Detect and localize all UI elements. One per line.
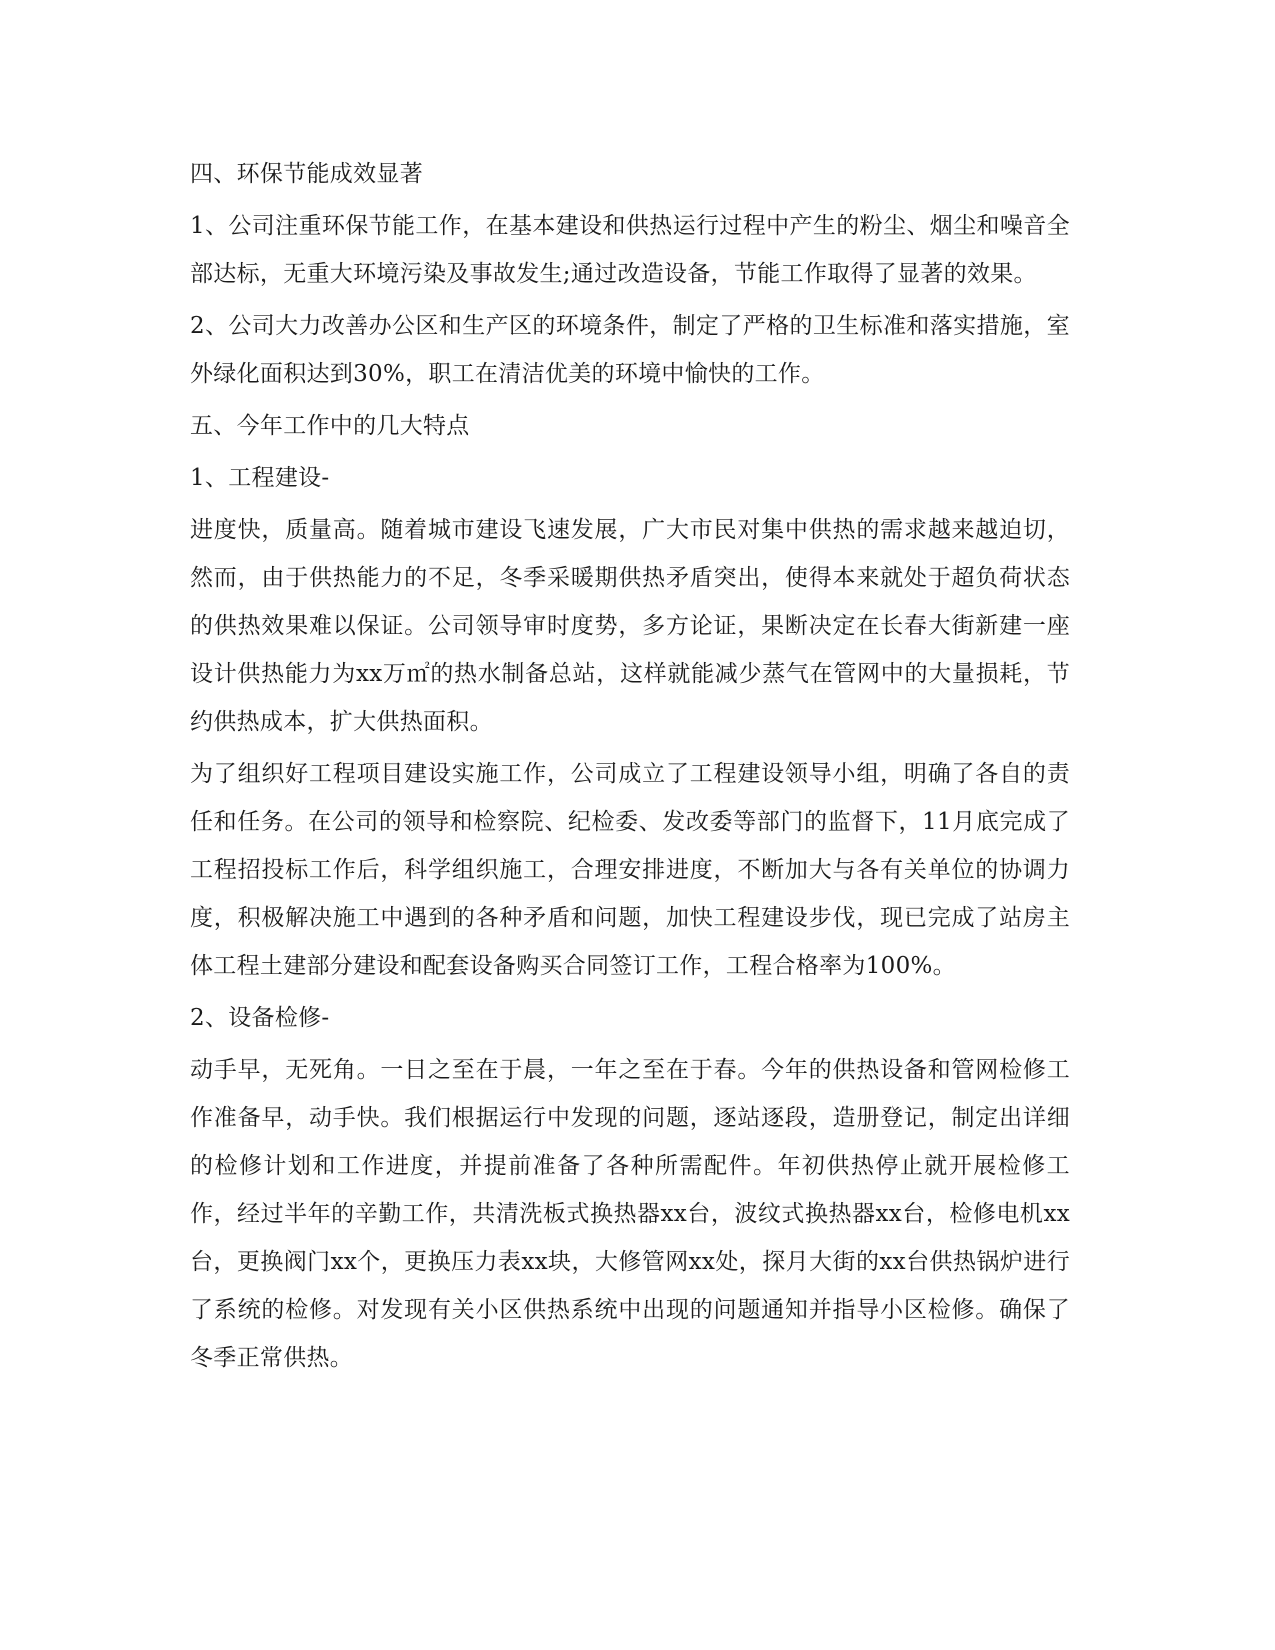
section-5-heading: 五、今年工作中的几大特点 — [190, 413, 470, 439]
section-5-item-1-paragraph-1: 进度快，质量高。随着城市建设飞速发展，广大市民对集中供热的需求越来越迫切，然而，由于供热能力的不足，冬季采暖期供热矛盾突出，使得本来就处于超负荷状态的供热效果难以保证。公司领导审时度势，多方论证，果断决定在长春大街新建一座设计供热能力为xx万㎡的热水制备总站，这样就能减少蒸气在管网中的大量损耗，节约供热成本，扩大供热面积。 — [190, 517, 1070, 735]
section-4-heading: 四、环保节能成效显著 — [190, 161, 423, 187]
document-page — [190, 150, 1070, 1386]
section-5-item-1-title: 1、工程建设- — [190, 465, 330, 491]
section-5-item-1-paragraph-2: 为了组织好工程项目建设实施工作，公司成立了工程建设领导小组，明确了各自的责任和任务。在公司的领导和检察院、纪检委、发改委等部门的监督下，11月底完成了工程招投标工作后，科学组织施工，合理安排进度，不断加大与各有关单位的协调力度，积极解决施工中遇到的各种矛盾和问题，加快工程建设步伐，现已完成了站房主体工程土建部分建设和配套设备购买合同签订工作，工程合格率为100%。 — [190, 761, 1070, 979]
section-4-item-2: 2、公司大力改善办公区和生产区的环境条件，制定了严格的卫生标准和落实措施，室外绿化面积达到30%，职工在清洁优美的环境中愉快的工作。 — [190, 313, 1070, 387]
section-5-item-2-paragraph-1: 动手早，无死角。一日之至在于晨，一年之至在于春。今年的供热设备和管网检修工作准备早，动手快。我们根据运行中发现的问题，逐站逐段，造册登记，制定出详细的检修计划和工作进度，并提前准备了各种所需配件。年初供热停止就开展检修工作，经过半年的辛勤工作，共清洗板式换热器xx台，波纹式换热器xx台，检修电机xx台，更换阀门xx个，更换压力表xx块，大修管网xx处，探月大街的xx台供热锅炉进行了系统的检修。对发现有关小区供热系统中出现的问题通知并指导小区检修。确保了冬季正常供热。 — [190, 1057, 1070, 1371]
section-4-item-1: 1、公司注重环保节能工作，在基本建设和供热运行过程中产生的粉尘、烟尘和噪音全部达标，无重大环境污染及事故发生;通过改造设备，节能工作取得了显著的效果。 — [190, 213, 1070, 287]
section-5-item-2-title: 2、设备检修- — [190, 1005, 330, 1031]
